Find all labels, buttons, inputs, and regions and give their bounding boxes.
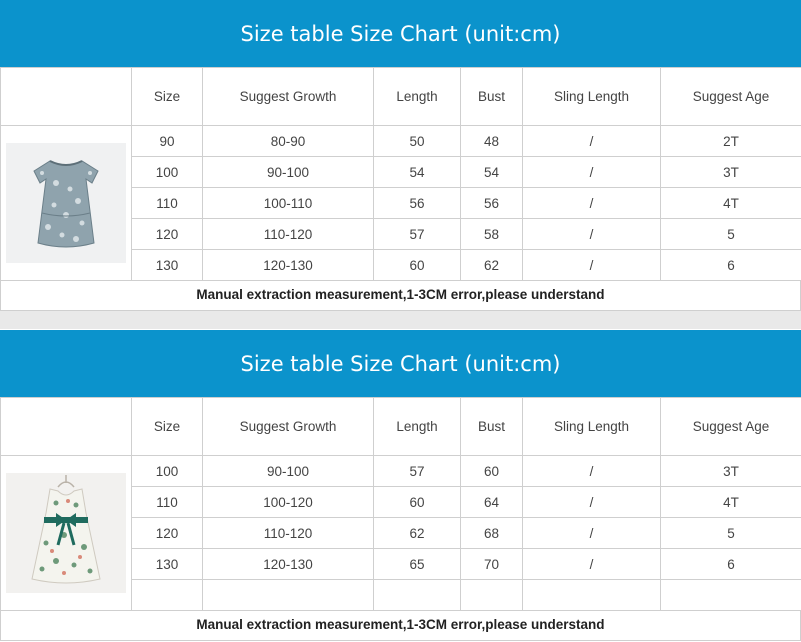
product-image-cell <box>1 126 132 281</box>
cell-length: 56 <box>374 188 461 219</box>
measurement-note-1 <box>0 280 801 311</box>
cell-length: 57 <box>374 219 461 250</box>
header-size: Size <box>132 68 203 126</box>
cell-size: 100 <box>132 456 203 487</box>
cell-size: 120 <box>132 518 203 549</box>
cell-suggest-growth: 90-100 <box>203 157 374 188</box>
header-length: Length <box>374 68 461 126</box>
header-sling-length: Sling Length <box>523 68 661 126</box>
cell-length: 54 <box>374 157 461 188</box>
header-suggest-growth: Suggest Growth <box>203 68 374 126</box>
cell-sling-length <box>523 580 661 611</box>
cell-length <box>374 580 461 611</box>
cell-suggest-age: 5 <box>661 518 801 549</box>
cell-size: 130 <box>132 250 203 281</box>
header-bust: Bust <box>461 68 523 126</box>
cell-bust: 64 <box>461 487 523 518</box>
cell-bust: 62 <box>461 250 523 281</box>
size-table-1 <box>0 67 801 281</box>
header-bust: Bust <box>461 398 523 456</box>
table-header-row <box>1 68 801 126</box>
cell-bust: 48 <box>461 126 523 157</box>
floral-puff-sleeve-dress-image <box>6 143 126 263</box>
cell-bust: 68 <box>461 518 523 549</box>
cell-suggest-growth: 100-110 <box>203 188 374 219</box>
table-row <box>1 456 801 487</box>
size-table-2 <box>0 397 801 611</box>
table-row <box>1 126 801 157</box>
cell-suggest-age <box>661 580 801 611</box>
cell-sling-length: / <box>523 219 661 250</box>
cell-suggest-age: 6 <box>661 250 801 281</box>
cell-suggest-growth: 120-130 <box>203 549 374 580</box>
cell-suggest-growth: 100-120 <box>203 487 374 518</box>
cell-length: 65 <box>374 549 461 580</box>
cell-bust: 60 <box>461 456 523 487</box>
cell-size: 90 <box>132 126 203 157</box>
cell-sling-length: / <box>523 456 661 487</box>
cell-suggest-growth: 110-120 <box>203 518 374 549</box>
cell-bust: 58 <box>461 219 523 250</box>
cell-size: 130 <box>132 549 203 580</box>
section-divider <box>0 311 801 329</box>
cell-length: 57 <box>374 456 461 487</box>
header-suggest-growth: Suggest Growth <box>203 398 374 456</box>
cell-suggest-age: 5 <box>661 219 801 250</box>
cell-sling-length: / <box>523 518 661 549</box>
measurement-note-text-1: Manual extraction measurement,1-3CM error,please understand <box>196 287 605 302</box>
cell-suggest-age: 4T <box>661 487 801 518</box>
cell-sling-length: / <box>523 188 661 219</box>
cell-bust: 70 <box>461 549 523 580</box>
floral-bow-dress-image <box>6 473 126 593</box>
cell-suggest-age: 4T <box>661 188 801 219</box>
cell-suggest-growth: 120-130 <box>203 250 374 281</box>
size-chart-title-text-2: Size table Size Chart (unit:cm) <box>240 351 561 376</box>
header-length: Length <box>374 398 461 456</box>
cell-size: 110 <box>132 487 203 518</box>
cell-bust: 54 <box>461 157 523 188</box>
cell-suggest-age: 3T <box>661 456 801 487</box>
cell-suggest-age: 3T <box>661 157 801 188</box>
cell-sling-length: / <box>523 126 661 157</box>
cell-size: 100 <box>132 157 203 188</box>
cell-size <box>132 580 203 611</box>
cell-suggest-age: 6 <box>661 549 801 580</box>
empty-header-cell <box>1 398 132 456</box>
cell-length: 50 <box>374 126 461 157</box>
measurement-note-text-2: Manual extraction measurement,1-3CM error,please understand <box>196 617 605 632</box>
cell-length: 60 <box>374 487 461 518</box>
measurement-note-2 <box>0 610 801 641</box>
cell-size: 120 <box>132 219 203 250</box>
cell-bust: 56 <box>461 188 523 219</box>
size-chart-title-text-1: Size table Size Chart (unit:cm) <box>240 21 561 46</box>
header-sling-length: Sling Length <box>523 398 661 456</box>
cell-length: 62 <box>374 518 461 549</box>
product-image-cell <box>1 456 132 611</box>
cell-suggest-age: 2T <box>661 126 801 157</box>
cell-suggest-growth <box>203 580 374 611</box>
cell-size: 110 <box>132 188 203 219</box>
header-size: Size <box>132 398 203 456</box>
cell-suggest-growth: 90-100 <box>203 456 374 487</box>
size-chart-title-1 <box>0 0 801 67</box>
table-header-row <box>1 398 801 456</box>
empty-header-cell <box>1 68 132 126</box>
cell-suggest-growth: 80-90 <box>203 126 374 157</box>
cell-sling-length: / <box>523 250 661 281</box>
cell-sling-length: / <box>523 549 661 580</box>
header-suggest-age: Suggest Age <box>661 398 801 456</box>
cell-sling-length: / <box>523 157 661 188</box>
header-suggest-age: Suggest Age <box>661 68 801 126</box>
cell-sling-length: / <box>523 487 661 518</box>
cell-suggest-growth: 110-120 <box>203 219 374 250</box>
cell-bust <box>461 580 523 611</box>
size-chart-title-2 <box>0 330 801 397</box>
cell-length: 60 <box>374 250 461 281</box>
